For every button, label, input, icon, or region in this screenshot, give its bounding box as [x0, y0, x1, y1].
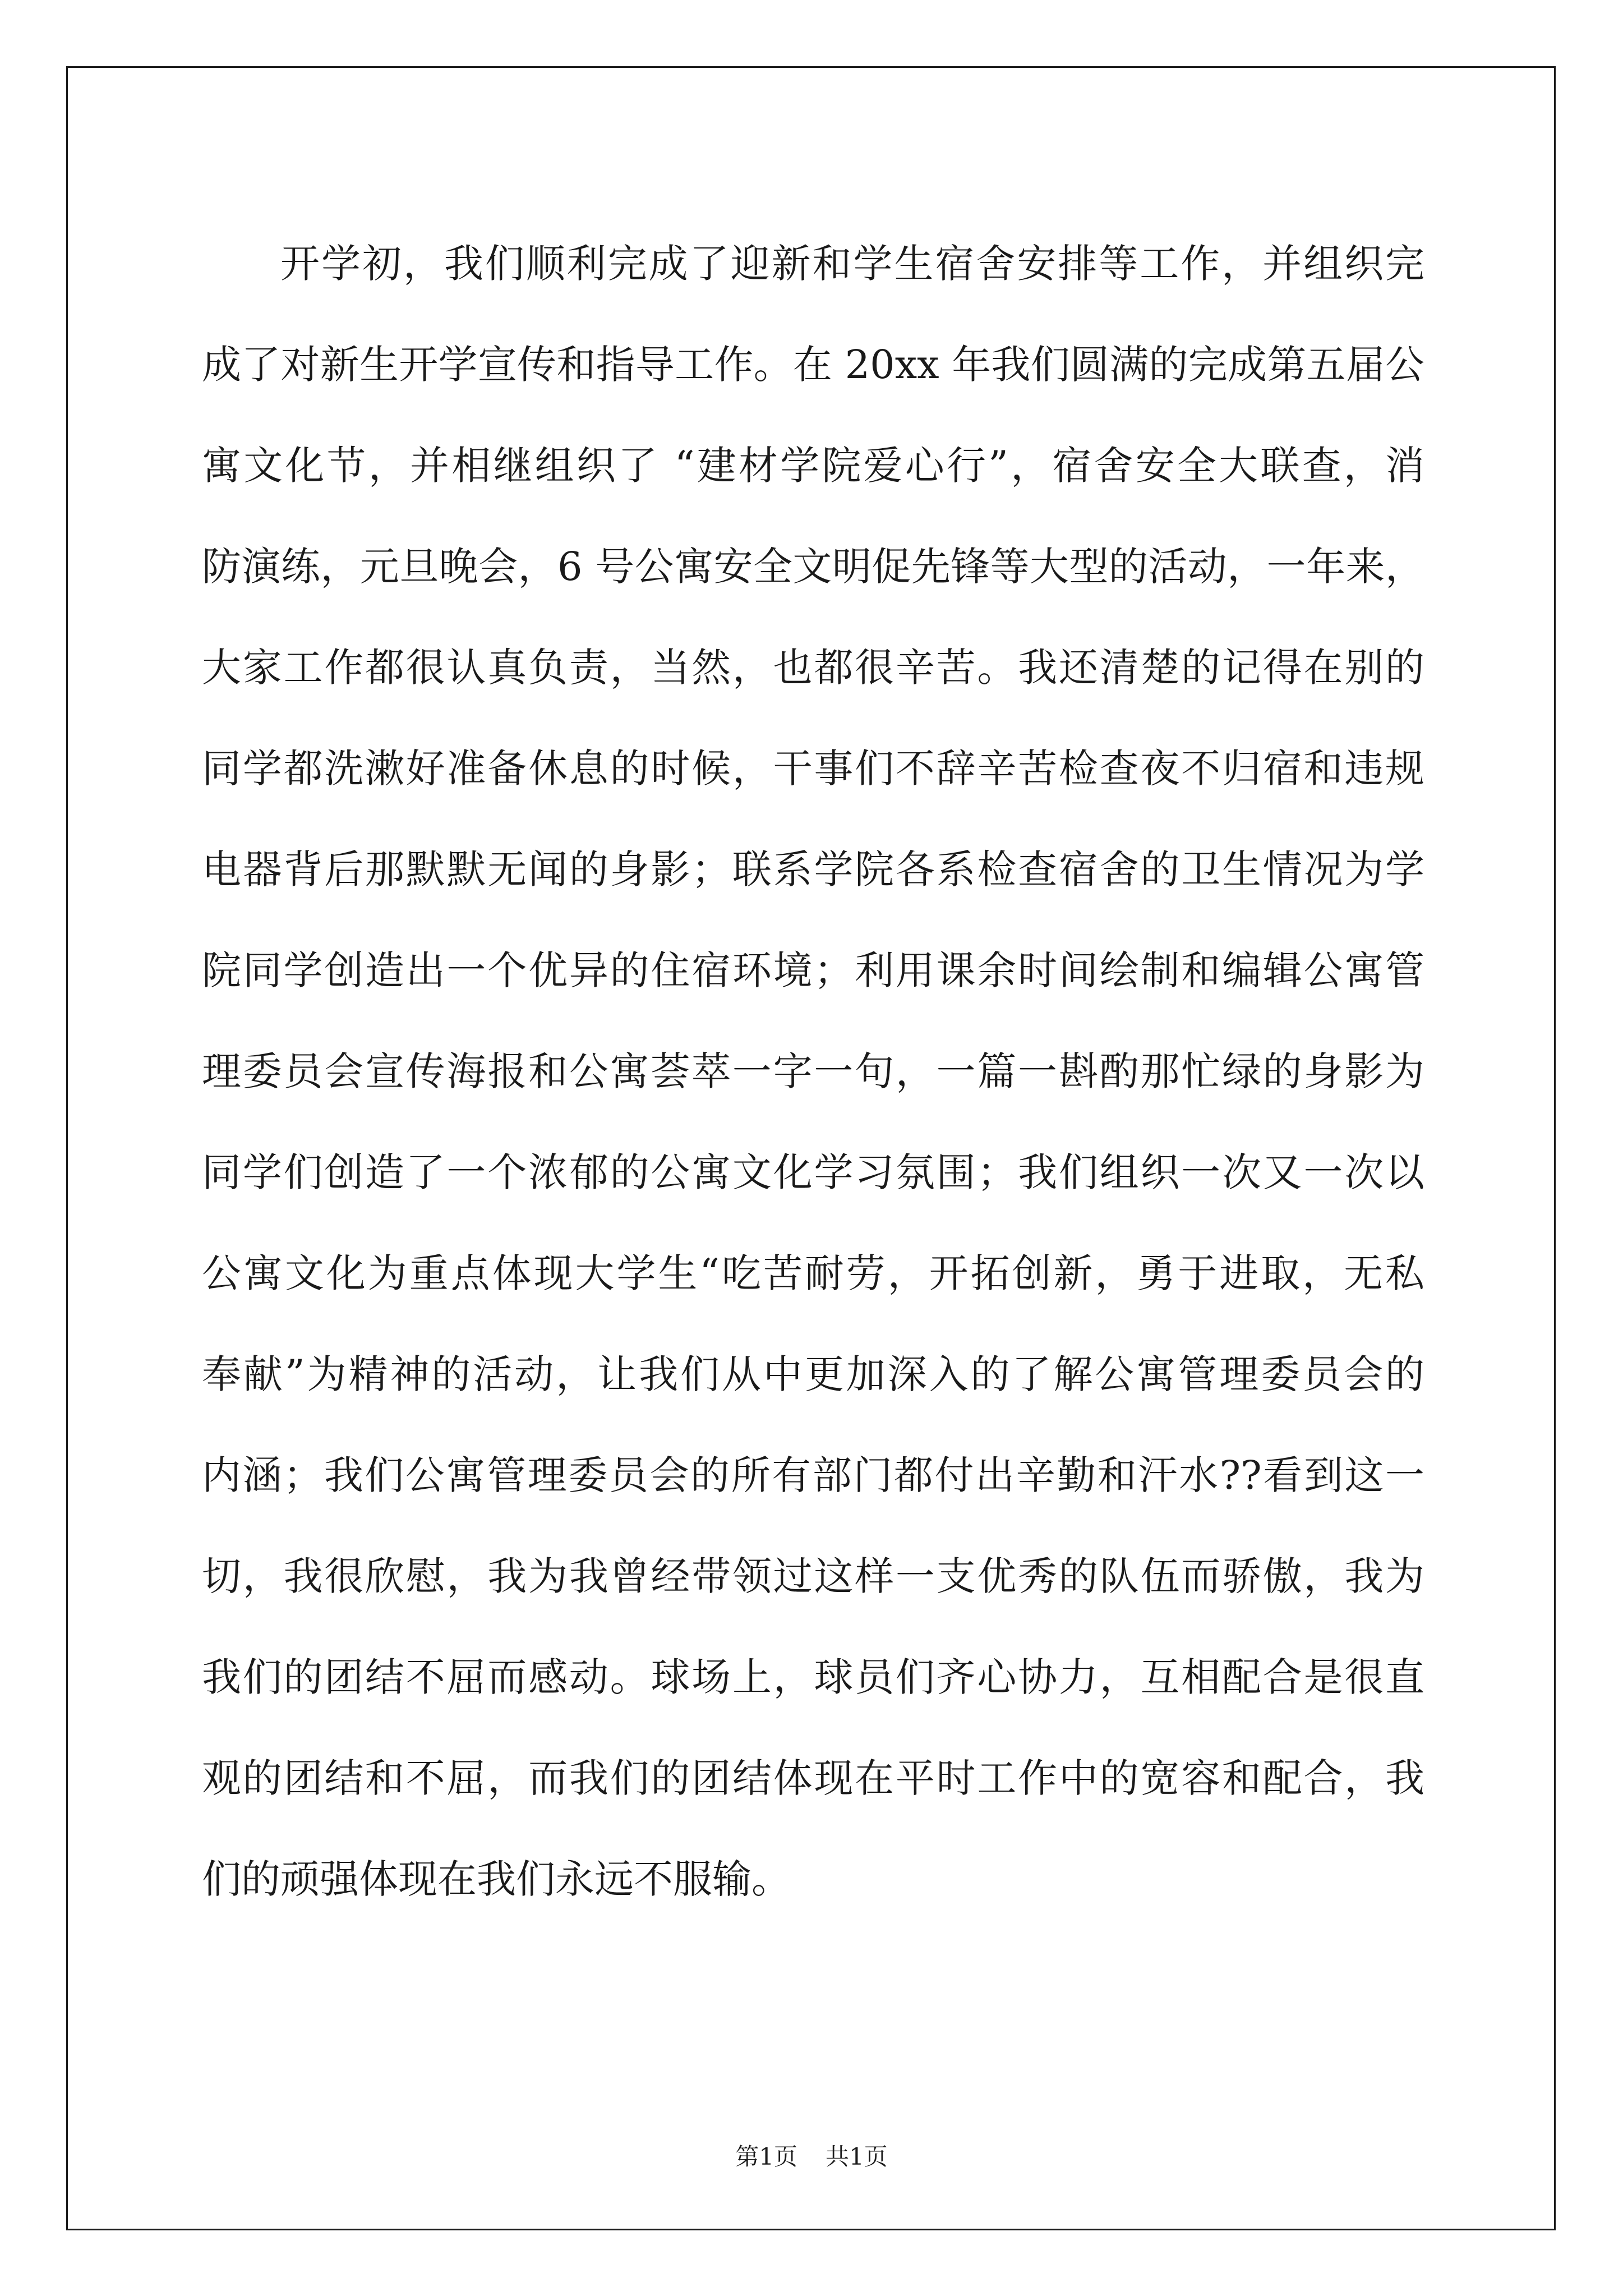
paragraph-line: 奉献”为精神的活动，让我们从中更加深入的了解公寓管理委员会的 — [202, 1351, 1424, 1397]
paragraph-line: 防演练，元旦晚会，6 号公寓安全文明促先锋等大型的活动，一年来， — [202, 544, 1424, 590]
paragraph-line: 理委员会宣传海报和公寓荟萃一字一句，一篇一斟酌那忙绿的身影为 — [202, 1048, 1424, 1094]
page-footer — [0, 2138, 1623, 2172]
page-total: 共1页 — [826, 2143, 888, 2170]
paragraph-line: 公寓文化为重点体现大学生“吃苦耐劳，开拓创新，勇于进取，无私 — [202, 1250, 1424, 1296]
page-number: 第1页 — [735, 2143, 797, 2170]
paragraph-line: 我们的团结不屈而感动。球场上，球员们齐心协力，互相配合是很直 — [202, 1654, 1424, 1700]
paragraph-line: 开学初，我们顺利完成了迎新和学生宿舍安排等工作，并组织完 — [280, 241, 1424, 287]
paragraph-line: 院同学创造出一个优异的住宿环境；利用课余时间绘制和编辑公寓管 — [202, 947, 1424, 993]
paragraph-line: 大家工作都很认真负责，当然，也都很辛苦。我还清楚的记得在别的 — [202, 645, 1424, 691]
document-body — [202, 213, 1424, 1930]
paragraph-line: 成了对新生开学宣传和指导工作。在 20xx 年我们圆满的完成第五届公 — [202, 342, 1424, 388]
paragraph-line: 寓文化节，并相继组织了 “建材学院爱心行”，宿舍安全大联查，消 — [202, 443, 1424, 489]
paragraph-line: 观的团结和不屈，而我们的团结体现在平时工作中的宽容和配合，我 — [202, 1755, 1424, 1801]
paragraph-line: 内涵；我们公寓管理委员会的所有部门都付出辛勤和汗水??看到这一 — [202, 1452, 1424, 1498]
paragraph-line: 切，我很欣慰，我为我曾经带领过这样一支优秀的队伍而骄傲，我为 — [202, 1553, 1424, 1599]
paragraph-line: 同学们创造了一个浓郁的公寓文化学习氛围；我们组织一次又一次以 — [202, 1149, 1424, 1195]
paragraph-line: 们的顽强体现在我们永远不服输。 — [202, 1856, 791, 1902]
paragraph-line: 电器背后那默默无闻的身影；联系学院各系检查宿舍的卫生情况为学 — [202, 846, 1424, 892]
paragraph-line: 同学都洗漱好准备休息的时候，干事们不辞辛苦检查夜不归宿和违规 — [202, 746, 1424, 792]
